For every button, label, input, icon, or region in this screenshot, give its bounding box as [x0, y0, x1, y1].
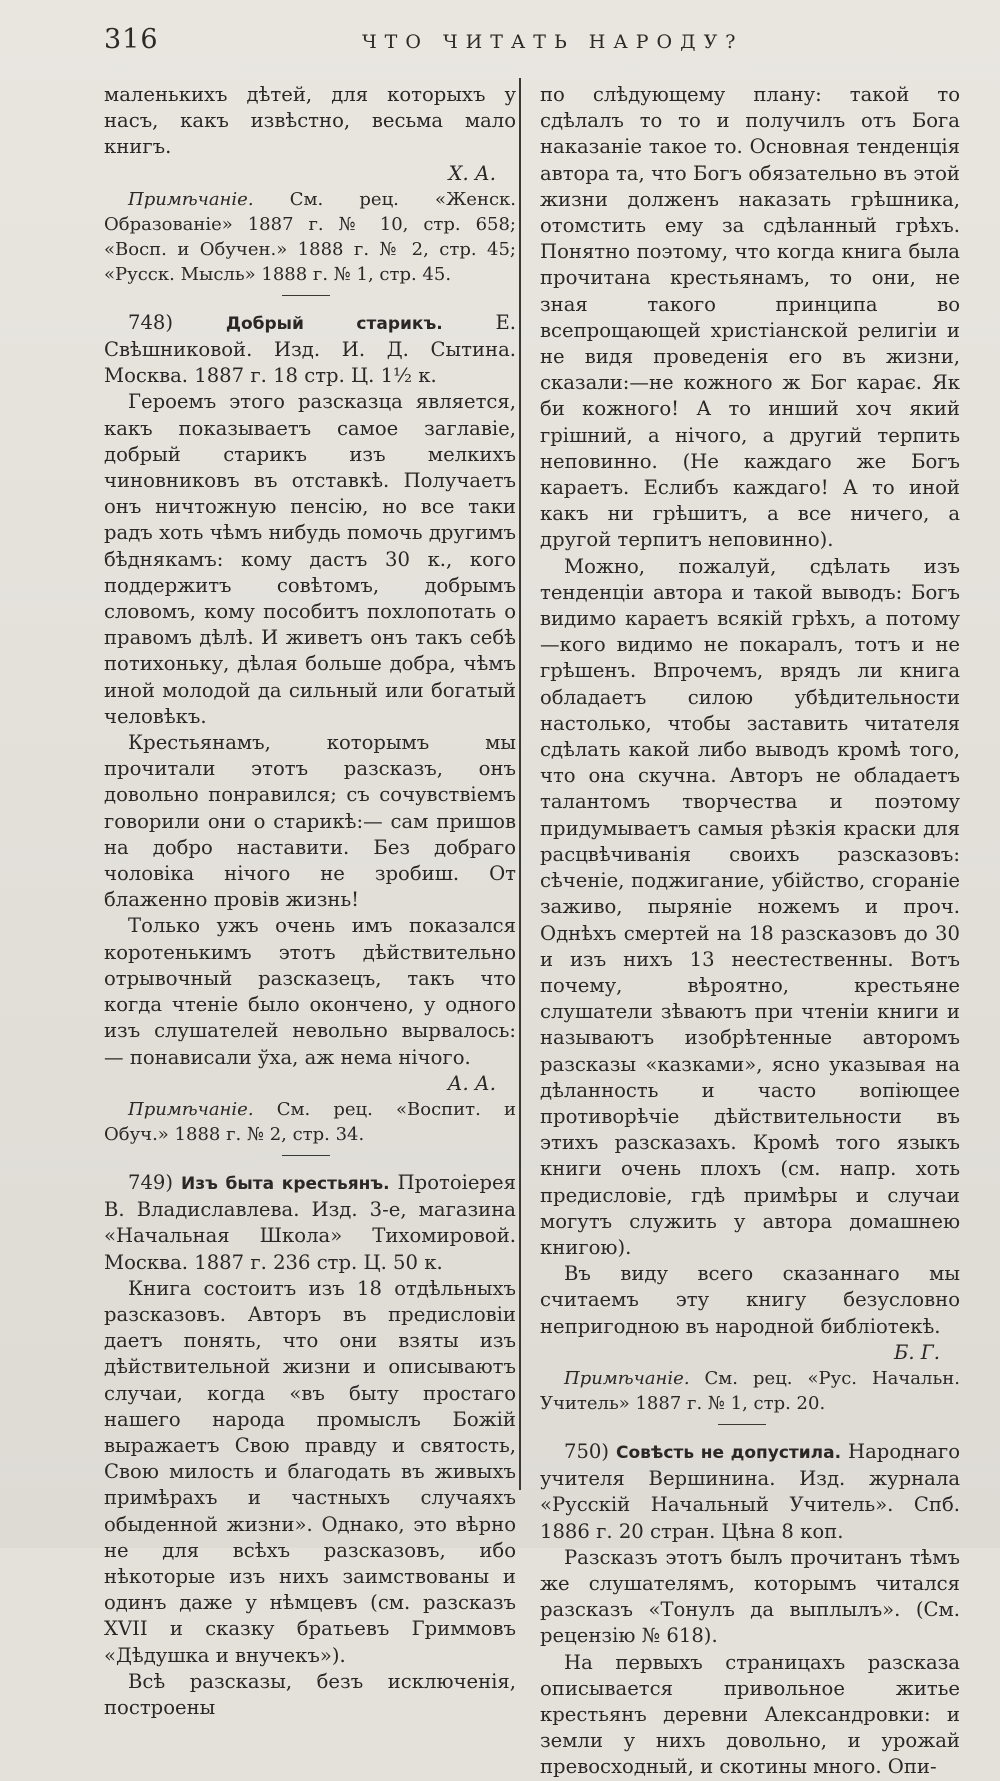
signature: А. А.	[447, 1071, 496, 1095]
entry-bibliography: Народнаго учителя Вершинина. Изд. журнала «Русскій Начальный Учитель». Спб. 1886 г. 20 стран. Цѣна 8 коп.	[540, 1439, 960, 1543]
entry-bibliography: Протоіерея В. Владиславлева. Изд. 3-е, магазина «Начальная Школа» Тихомировой. Москва. 1887 г. 236 стр. Ц. 50 к.	[104, 1170, 516, 1274]
entry-bibliography: Е. Свѣшниковой. Изд. И. Д. Сытина. Москва. 1887 г. 18 стр. Ц. 1½ к.	[104, 310, 516, 388]
paragraph: Въ виду всего сказаннаго мы считаемъ эту книгу безусловно непригодною въ народной библіотекѣ.	[540, 1262, 960, 1338]
left-column	[104, 82, 516, 1721]
entry-title: Добрый старикъ.	[225, 313, 443, 334]
paragraph: Только ужъ очень имъ показался коротенькимъ этотъ дѣйствительно отрывочный разсказецъ, такъ что когда чтеніе было окончено, у одного изъ слушателей невольно вырвалось: — понависали ўха, аж нема нічого.	[104, 914, 516, 1069]
entry-title: Совѣсть не допустила.	[615, 1442, 842, 1463]
paragraph: Всѣ разсказы, безъ исключенія, построены	[104, 1669, 516, 1719]
paragraph: маленькихъ дѣтей, для которыхъ у насъ, какъ извѣстно, весьма мало книгъ.	[104, 83, 516, 159]
note-text: См. рец. «Рус. Начальн. Учитель» 1887 г. № 1, стр. 20.	[540, 1367, 960, 1414]
note-label: Примѣчаніе.	[564, 1367, 690, 1389]
entry-number: 750)	[564, 1439, 610, 1463]
paragraph: Можно, пожалуй, сдѣлать изъ тенденціи автора и такой выводъ: Богъ видимо караетъ всякій грѣхъ, а потому—кого видимо не покаралъ, тотъ и не грѣшенъ. Впрочемъ, врядъ ли книга обладаетъ силою убѣдительности настолько, чтобы заставить читателя сдѣлать какой либо выводъ кромѣ того, что она скучна. Авторъ не обладаетъ талантомъ творчества и поэтому придумываетъ самыя рѣзкія краски для расцвѣчиванія своихъ разсказовъ: сѣченіе, поджигание, убійство, сгораніе заживо, пырянie ножемъ и проч. Однѣхъ смертей на 18 разсказовъ до 30 и изъ нихъ 13 неестественны. Вотъ почему, вѣроятно, крестьяне слушатели зѣваютъ при чтеніи книги и называютъ изобрѣтенные авторомъ разсказы «казками», ясно указывая на дѣланность и часто вопіющее противорѣчіе дѣйствительности въ этихъ разсказахъ. Кромѣ того языкъ книги очень плохъ (см. напр. хоть предисловіе, гдѣ примѣры и случаи могутъ служить у автора домашнею книгою).	[540, 554, 960, 1259]
separator-rule	[282, 295, 330, 296]
page-header	[104, 22, 964, 62]
entry-number: 748)	[128, 310, 174, 334]
footnote	[104, 187, 516, 287]
right-column	[540, 82, 960, 1781]
paragraph: На первыхъ страницахъ разсказа описывается привольное житье крестьянъ деревни Александровки: и земли у нихъ довольно, и урожай превосходный, и скотины много. Опи-	[540, 1650, 960, 1779]
signature: Х. А.	[448, 161, 496, 185]
footnote	[540, 1366, 960, 1416]
paragraph: Крестьянамъ, которымъ мы прочитали этотъ разсказъ, онъ довольно понравился; съ сочувствіемъ говорили они о старикѣ:— сам пришов на добро наставити. Без добраго чоловіка нічого не зробиш. От блаженно провів жизнь!	[104, 731, 516, 912]
page-number: 316	[104, 24, 159, 55]
signature: Б. Г.	[893, 1340, 940, 1364]
footnote	[104, 1097, 516, 1147]
separator-rule	[282, 1155, 330, 1156]
paragraph: Героемъ этого разсказца является, какъ показываетъ самое заглавіе, добрый старикъ изъ мелкихъ чиновниковъ въ отставкѣ. Получаетъ онъ ничтожную пенсію, но все таки радъ хоть чѣмъ нибудь помочь другимъ бѣднякамъ: кому дастъ 30 к., кого поддержитъ совѣтомъ, добрымъ словомъ, кому пособитъ похлопотать о правомъ дѣлѣ. И живетъ онъ такъ себѣ потихоньку, дѣлая больше добра, чѣмъ иной молодой да сильный или богатый человѣкъ.	[104, 390, 516, 728]
note-text: См. рец. «Женск. Образованіе» 1887 г. № 10, стр. 658; «Восп. и Обучен.» 1888 г. № 2, стр. 45; «Русск. Мысль» 1888 г. № 1, стр. 45.	[104, 188, 516, 285]
column-divider	[519, 78, 521, 1490]
entry-number: 749)	[128, 1170, 174, 1194]
separator-rule	[718, 1424, 766, 1425]
paragraph: по слѣдующему плану: такой то сдѣлалъ то то и получилъ отъ Бога наказаніе такое то. Основная тенденція автора та, что Богъ обязательно въ этой жизни долженъ наказать грѣшника, отомстить ему за сдѣланный грѣхъ. Понятно поэтому, что когда книга была прочитана крестьянамъ, то они, не зная такого принципа во всепрощающей христіанской религіи и не видя проведенія его въ жизни, сказали:—не кожного ж Бог карає. Як би кожного! А то инший хоч який грішний, а нічого, а другий терпить неповинно. (Не каждаго же Богъ караетъ. Еслибъ каждаго! А то иной какъ ни грѣшитъ, а все ничего, а другой терпитъ неповинно).	[540, 83, 960, 552]
entry-748	[104, 310, 516, 390]
paragraph: Разсказъ этотъ былъ прочитанъ тѣмъ же слушателямъ, которымъ читался разсказъ «Тонулъ да выплылъ». (См. рецензію № 618).	[540, 1545, 960, 1648]
paragraph: Книга состоитъ изъ 18 отдѣльныхъ разсказовъ. Авторъ въ предисловіи даетъ понять, что они взяты изъ дѣйствительной жизни и описываютъ случаи, когда «въ быту простаго нашего народа промыслъ Божій выражаетъ Свою правду и святость, Свою милость и благодать въ живыхъ примѣрахъ и частныхъ случаяхъ обыденной жизни». Однако, это вѣрно не для всѣхъ разсказовъ, ибо нѣкоторые изъ нихъ заимствованы и одинъ даже у нѣмцевъ (см. разсказъ XVII и сказку братьевъ Гриммовъ «Дѣдушка и внучекъ»).	[104, 1276, 516, 1667]
entry-750	[540, 1439, 960, 1545]
note-label: Примѣчаніе.	[128, 188, 254, 210]
note-text: См. рец. «Воспит. и Обуч.» 1888 г. № 2, стр. 34.	[104, 1098, 516, 1145]
running-title: ЧТО ЧИТАТЬ НАРОДУ?	[362, 31, 744, 53]
note-label: Примѣчаніе.	[128, 1098, 254, 1120]
entry-title: Изъ быта крестьянъ.	[181, 1173, 390, 1194]
entry-749	[104, 1170, 516, 1276]
